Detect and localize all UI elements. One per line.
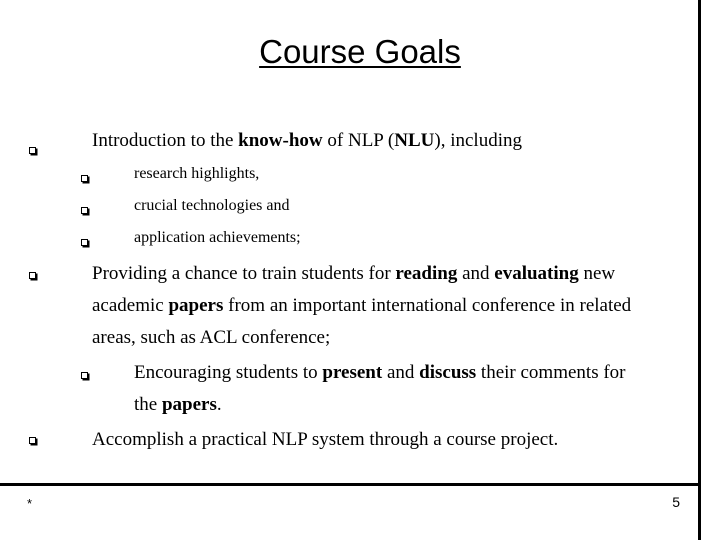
bullet-2-line-2: academic papers from an important international conference in related [92,295,632,316]
sub-bullet-1-3-text: application achievements; [134,229,301,246]
slide-title: Course Goals [259,33,461,70]
sub-bullet-1-1-text: research highlights, [134,165,260,182]
sub-bullet-2-1-line-1: Encouraging students to present and discuss their comments for [134,362,626,383]
sub-bullet-1-1-square-icon [81,175,88,182]
sub-bullet-1-2-square-icon [81,207,88,214]
sub-bullet-2-1-line-2: the papers. [134,394,222,415]
sub-bullet-1-2-text: crucial technologies and [134,197,290,214]
bullet-1-square-icon [29,147,36,154]
right-border-line [698,0,701,540]
bullet-2-line-1: Providing a chance to train students for reading and evaluating new [92,263,616,284]
page-number: 5 [672,494,680,510]
sub-bullet-1-3-square-icon [81,239,88,246]
footer-asterisk: * [27,496,33,511]
bullet-2-square-icon [29,272,36,279]
bullet-1-text: Introduction to the know-how of NLP (NLU), including [92,130,522,151]
bullet-3-square-icon [29,437,36,444]
bullet-2-line-3: areas, such as ACL conference; [92,327,331,348]
bullet-3-text: Accomplish a practical NLP system through a course project. [92,429,559,450]
sub-bullet-2-1-square-icon [81,372,88,379]
footer-divider-line [0,483,701,486]
